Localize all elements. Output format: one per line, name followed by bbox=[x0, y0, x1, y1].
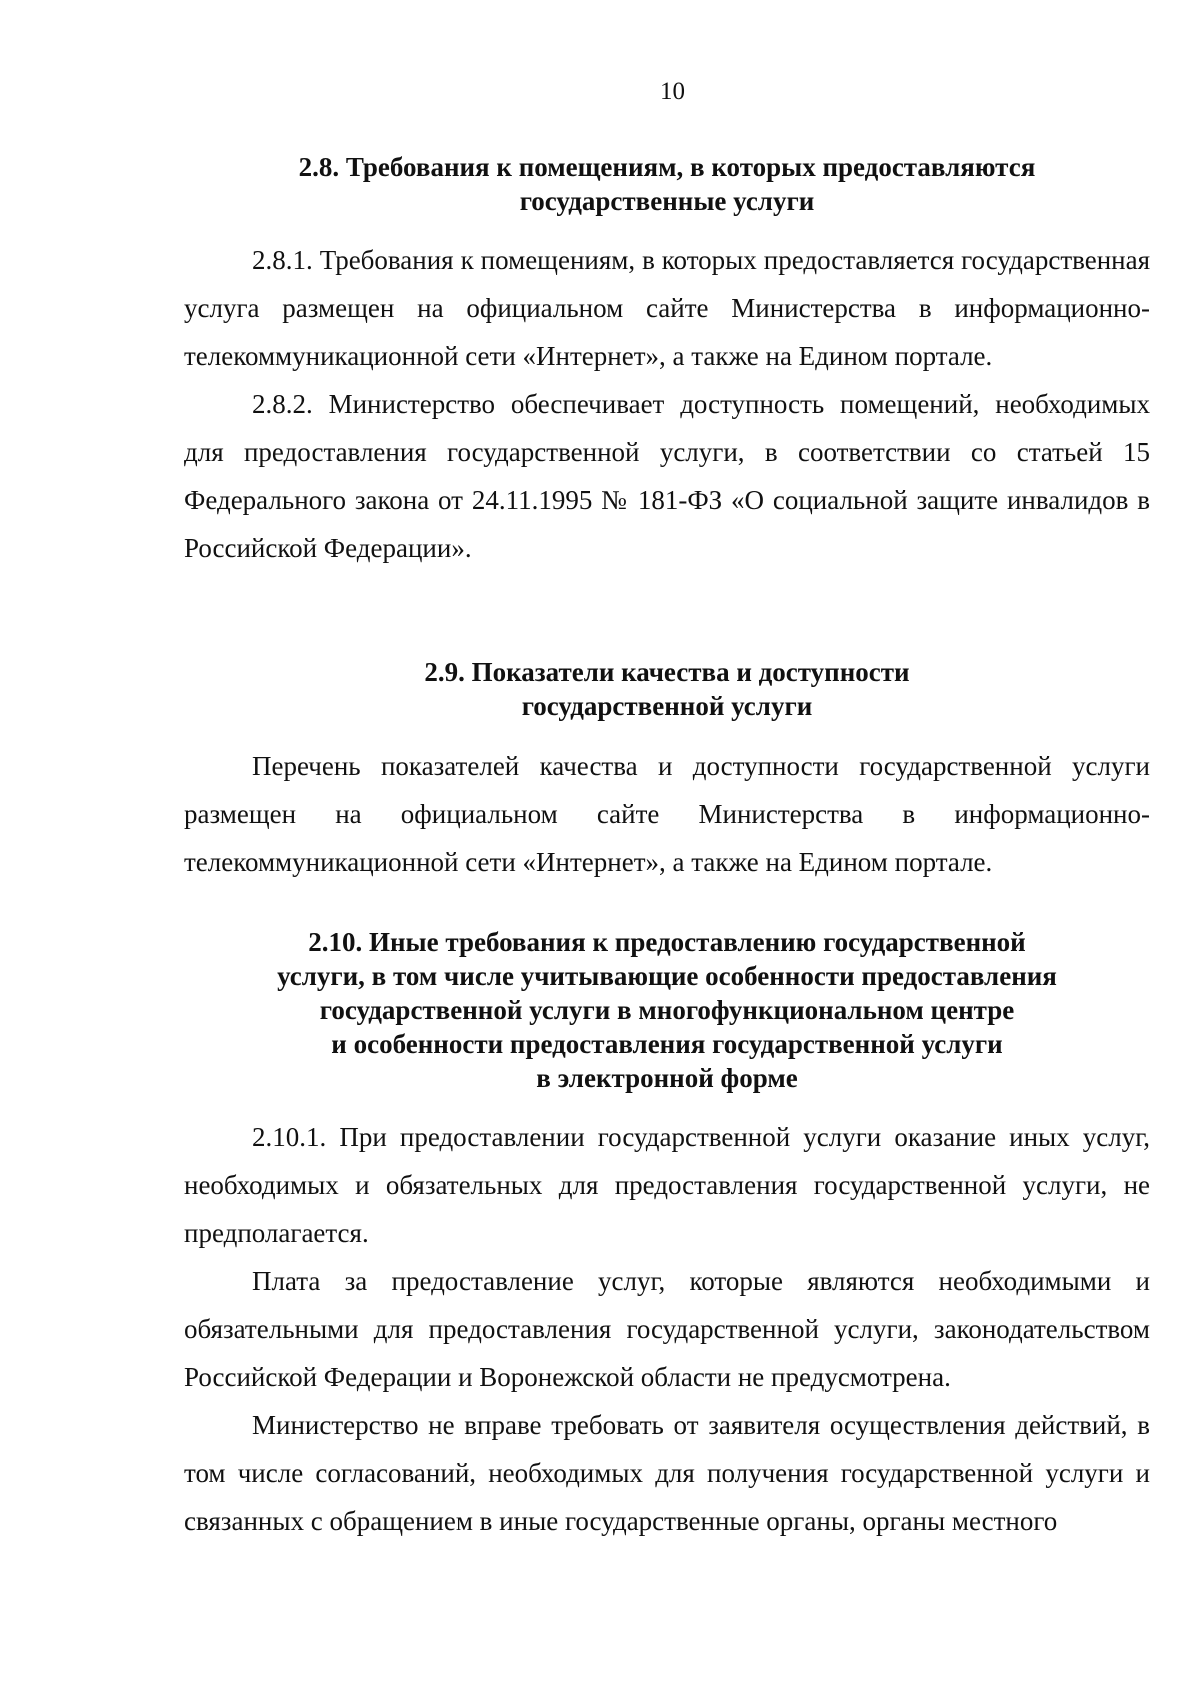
heading-line: государственные услуги bbox=[519, 186, 815, 216]
heading-line: услуги, в том числе учитывающие особенности предоставления bbox=[277, 961, 1057, 991]
section-2-9 bbox=[184, 655, 1150, 723]
page-number: 10 bbox=[660, 78, 685, 105]
heading-line: государственной услуги bbox=[521, 691, 813, 721]
paragraph: Министерство не вправе требовать от заявителя осуществления действий, в том числе согласований, необходимых для получения государственной услуги и связанных с обращением в иные государственные органы, органы местного bbox=[184, 1410, 1150, 1536]
section-heading bbox=[184, 655, 1150, 723]
paragraph: 2.8.1. Требования к помещениям, в которых предоставляется государственная услуга размещен на официальном сайте Министерства в информационно-телекоммуникационной сети «Интернет», а также на Едином портале. bbox=[184, 245, 1150, 371]
heading-line: в электронной форме bbox=[536, 1063, 798, 1093]
section-heading bbox=[184, 925, 1150, 1095]
paragraph: 2.8.2. Министерство обеспечивает доступность помещений, необходимых для предоставления государственной услуги, в соответствии со статьей 15 Федерального закона от 24.11.1995 № 181-ФЗ «О социальной защите инвалидов в Российской Федерации». bbox=[184, 389, 1150, 563]
section-2-10-body bbox=[184, 1113, 1150, 1545]
section-2-8 bbox=[184, 150, 1150, 218]
section-heading bbox=[184, 150, 1150, 218]
heading-line: государственной услуги в многофункциональном центре bbox=[319, 995, 1015, 1025]
heading-line: 2.10. Иные требования к предоставлению государственной bbox=[308, 927, 1026, 957]
paragraph: Плата за предоставление услуг, которые являются необходимыми и обязательными для предоставления государственной услуги, законодательством Российской Федерации и Воронежской области не предусмотрена. bbox=[184, 1266, 1150, 1392]
paragraph: 2.10.1. При предоставлении государственной услуги оказание иных услуг, необходимых и обязательных для предоставления государственной услуги, не предполагается. bbox=[184, 1122, 1150, 1248]
section-2-8-body bbox=[184, 236, 1150, 572]
heading-line: и особенности предоставления государственной услуги bbox=[331, 1029, 1003, 1059]
section-2-9-body bbox=[184, 742, 1150, 886]
paragraph: Перечень показателей качества и доступности государственной услуги размещен на официальном сайте Министерства в информационно-телекоммуникационной сети «Интернет», а также на Едином портале. bbox=[184, 751, 1150, 877]
heading-line: 2.9. Показатели качества и доступности bbox=[424, 657, 910, 687]
section-2-10 bbox=[184, 925, 1150, 1095]
heading-line: 2.8. Требования к помещениям, в которых предоставляются bbox=[298, 152, 1036, 182]
